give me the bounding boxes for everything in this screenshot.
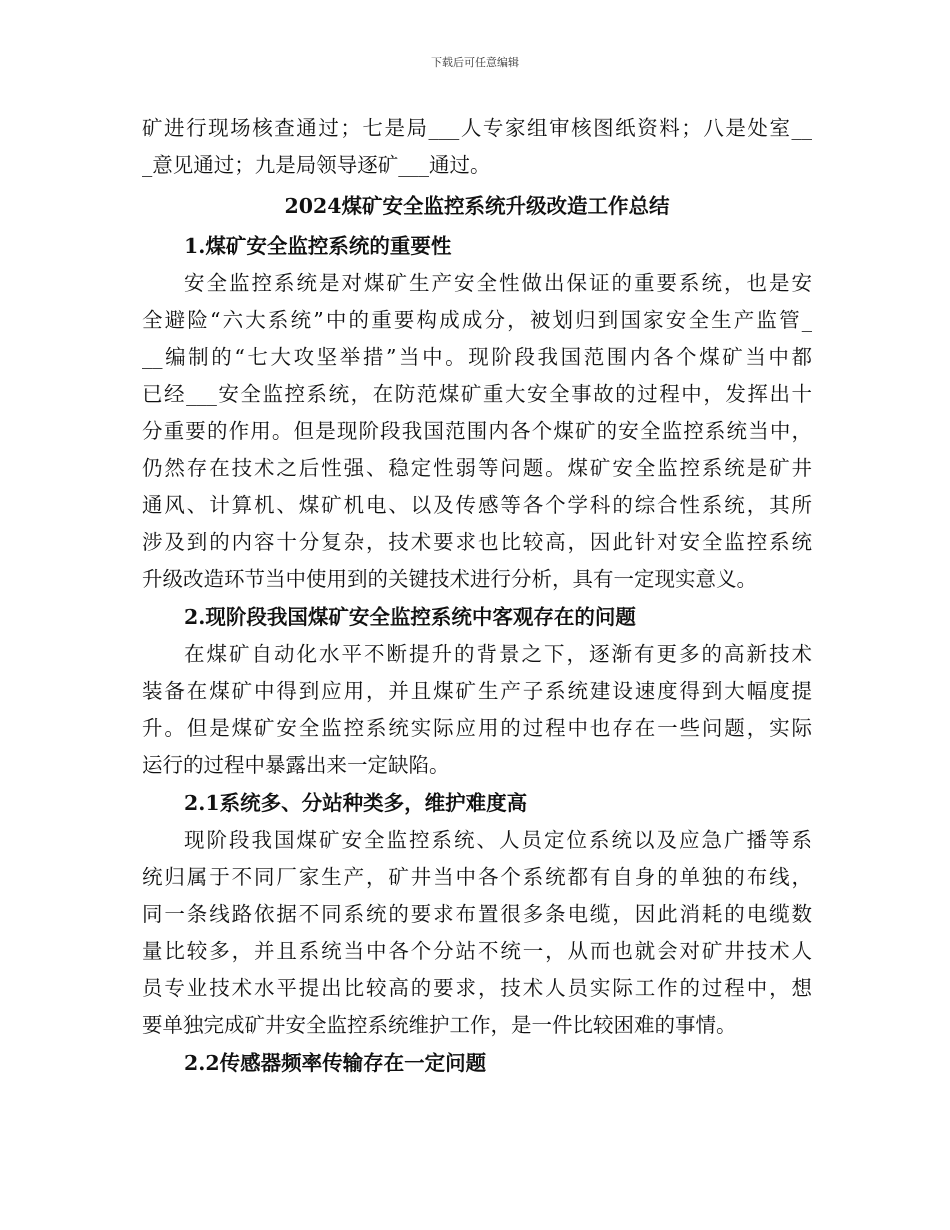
document-title: 2024煤矿安全监控系统升级改造工作总结 [284, 194, 670, 218]
section-1-line: 升级改造环节当中使用到的关键技术进行分析，具有一定现实意义。 [142, 567, 757, 591]
section-2-2-heading: 2.2传感器频率传输存在一定问题 [184, 1051, 487, 1075]
section-2-1-line: 同一条线路依据不同系统的要求布置很多条电缆，因此消耗的电缆数 [142, 902, 812, 926]
section-2-1-line: 统归属于不同厂家生产，矿井当中各个系统都有自身的单独的布线， [142, 865, 812, 889]
section-1-line: __编制的“七大攻坚举措”当中。现阶段我国范围内各个煤矿当中都 [142, 345, 812, 369]
section-1-line: 已经___安全监控系统，在防范煤矿重大安全事故的过程中，发挥出十 [142, 382, 812, 406]
section-2-line: 在煤矿自动化水平不断提升的背景之下，逐渐有更多的高新技术 [184, 642, 812, 666]
page-header-note: 下载后可任意编辑 [431, 56, 519, 69]
section-1-heading: 1.煤矿安全监控系统的重要性 [184, 234, 452, 258]
section-1-line: 分重要的作用。但是现阶段我国范围内各个煤矿的安全监控系统当中， [142, 419, 812, 443]
section-1-line: 通风、计算机、煤矿机电、以及传感等各个学科的综合性系统，其所 [142, 493, 812, 517]
document-body [142, 110, 812, 1082]
section-2-1-line: 现阶段我国煤矿安全监控系统、人员定位系统以及应急广播等系 [184, 828, 812, 852]
section-2-line: 装备在煤矿中得到应用，并且煤矿生产子系统建设速度得到大幅度提 [142, 679, 812, 703]
section-1-line: 仍然存在技术之后性强、稳定性弱等问题。煤矿安全监控系统是矿井 [142, 456, 812, 480]
section-2-1-line: 员专业技术水平提出比较高的要求，技术人员实际工作的过程中，想 [142, 976, 812, 1000]
intro-line-2: _意见通过；九是局领导逐矿___通过。 [142, 153, 491, 177]
section-2-1-heading: 2.1系统多、分站种类多，维护难度高 [184, 791, 528, 815]
intro-line-1: 矿进行现场核查通过；七是局___人专家组审核图纸资料；八是处室__ [142, 116, 812, 140]
section-2-1-line: 量比较多，并且系统当中各个分站不统一，从而也就会对矿井技术人 [142, 939, 812, 963]
section-2-line: 升。但是煤矿安全监控系统实际应用的过程中也存在一些问题，实际 [142, 716, 812, 740]
section-1-line: 全避险“六大系统”中的重要构成成分，被划归到国家安全生产监管_ [142, 308, 812, 332]
section-2-heading: 2.现阶段我国煤矿安全监控系统中客观存在的问题 [184, 605, 636, 629]
section-2-1-line: 要单独完成矿井安全监控系统维护工作，是一件比较困难的事情。 [142, 1013, 737, 1037]
section-1-line: 安全监控系统是对煤矿生产安全性做出保证的重要系统，也是安 [184, 271, 812, 295]
section-1-line: 涉及到的内容十分复杂，技术要求也比较高，因此针对安全监控系统 [142, 530, 812, 554]
section-2-line: 运行的过程中暴露出来一定缺陷。 [142, 753, 450, 777]
